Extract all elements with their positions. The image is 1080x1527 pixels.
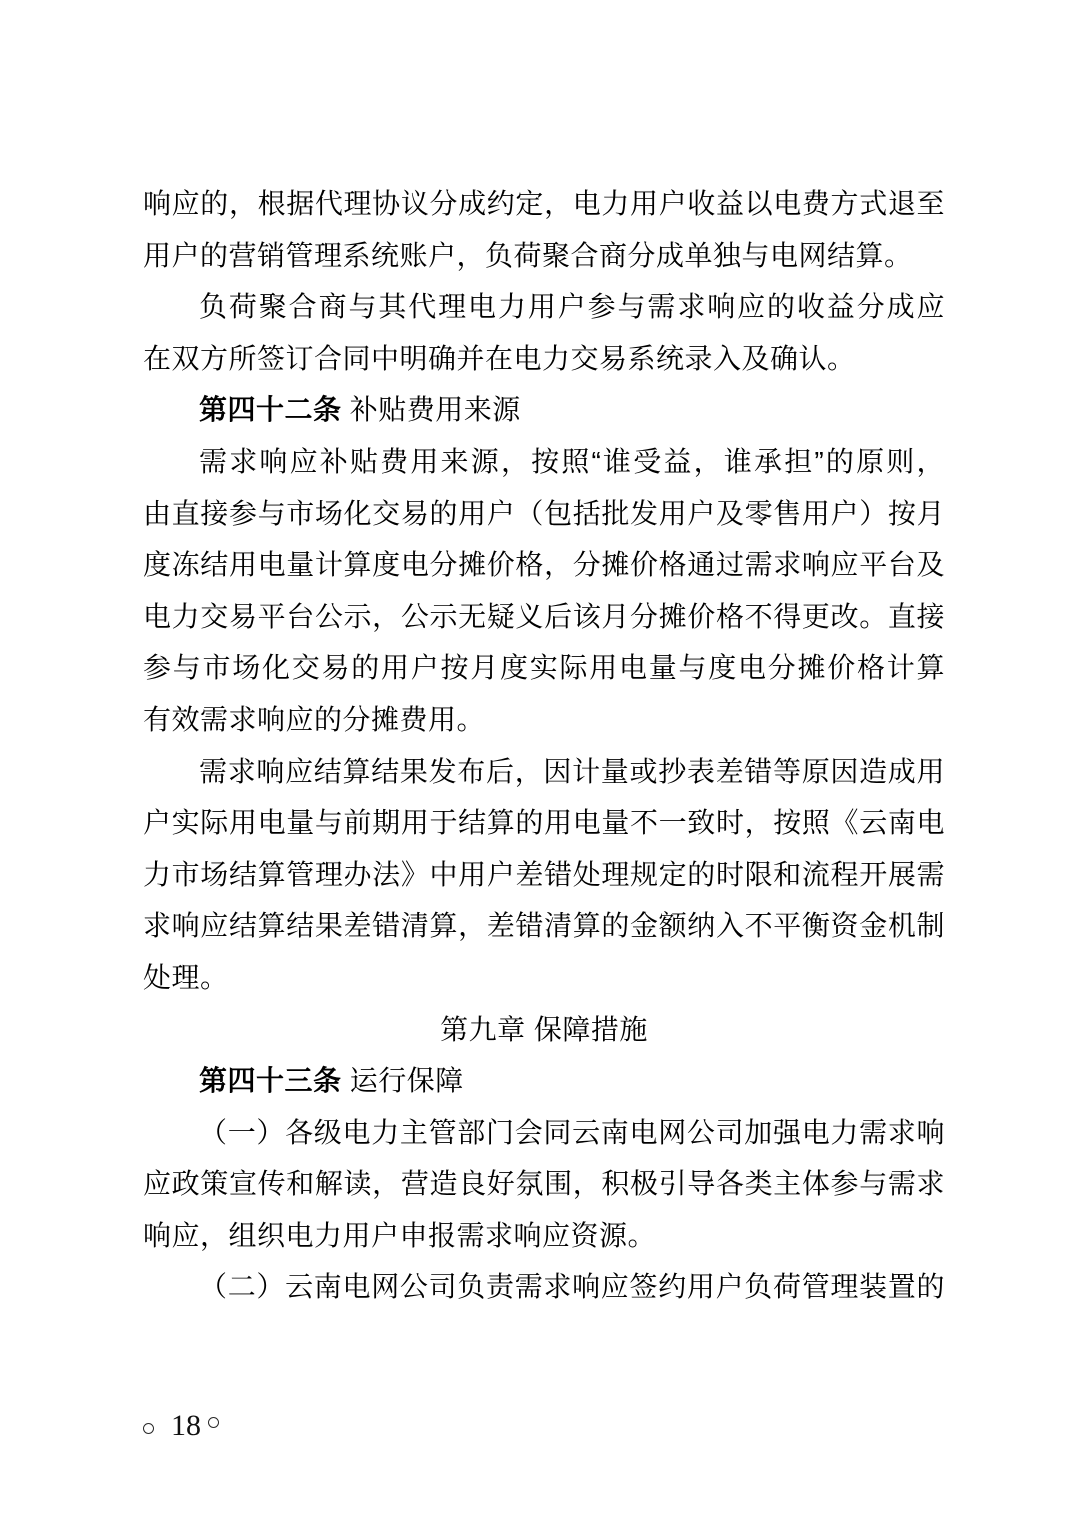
text-line-8: 度冻结用电量计算度电分摊价格，分摊价格通过需求响应平台及 — [143, 549, 945, 581]
text-line-6: 需求响应补贴费用来源，按照“谁受益，谁承担”的原则， — [199, 445, 945, 477]
text-line-7: 由直接参与市场化交易的用户（包括批发用户及零售用户）按月 — [143, 497, 945, 529]
article-title: 运行保障 — [341, 1065, 464, 1097]
text-line-12: 需求响应结算结果发布后，因计量或抄表差错等原因造成用 — [199, 755, 945, 787]
text-line-11: 有效需求响应的分摊费用。 — [143, 703, 486, 735]
text-line-16: 处理。 — [143, 961, 229, 993]
text-line-10: 参与市场化交易的用户按月度实际用电量与度电分摊价格计算 — [143, 652, 945, 684]
text-line-18 — [143, 1055, 945, 1107]
text-line-3: 负荷聚合商与其代理电力用户参与需求响应的收益分成应 — [199, 291, 945, 323]
text-line-2: 用户的营销管理系统账户，负荷聚合商分成单独与电网结算。 — [143, 239, 913, 271]
text-line-5 — [143, 384, 945, 436]
article-number: 第四十二条 — [199, 394, 342, 426]
text-line-22: （二）云南电网公司负责需求响应签约用户负荷管理装置的 — [199, 1271, 945, 1303]
footer-ring-left-icon — [143, 1423, 154, 1434]
article-number: 第四十三条 — [199, 1065, 342, 1097]
text-line-9: 电力交易平台公示，公示无疑义后该月分摊价格不得更改。直接 — [143, 600, 945, 632]
text-line-14: 力市场结算管理办法》中用户差错处理规定的时限和流程开展需 — [143, 858, 945, 890]
text-line-20: 应政策宣传和解读，营造良好氛围，积极引导各类主体参与需求 — [143, 1168, 945, 1200]
page-footer — [143, 1406, 219, 1446]
page-number: 18 — [171, 1409, 201, 1442]
text-line-15: 求响应结算结果差错清算，差错清算的金额纳入不平衡资金机制 — [143, 910, 945, 942]
text-line-21: 响应，组织电力用户申报需求响应资源。 — [143, 1219, 657, 1251]
text-line-13: 户实际用电量与前期用于结算的用电量不一致时，按照《云南电 — [143, 807, 945, 839]
text-line-17: 第九章 保障措施 — [440, 1013, 648, 1045]
text-line-19: （一）各级电力主管部门会同云南电网公司加强电力需求响 — [199, 1116, 945, 1148]
article-title: 补贴费用来源 — [341, 394, 521, 426]
document-body — [143, 178, 945, 1313]
text-line-4: 在双方所签订合同中明确并在电力交易系统录入及确认。 — [143, 342, 856, 374]
footer-ring-right-icon — [208, 1417, 219, 1428]
text-line-1: 响应的，根据代理协议分成约定，电力用户收益以电费方式退至 — [143, 188, 945, 219]
